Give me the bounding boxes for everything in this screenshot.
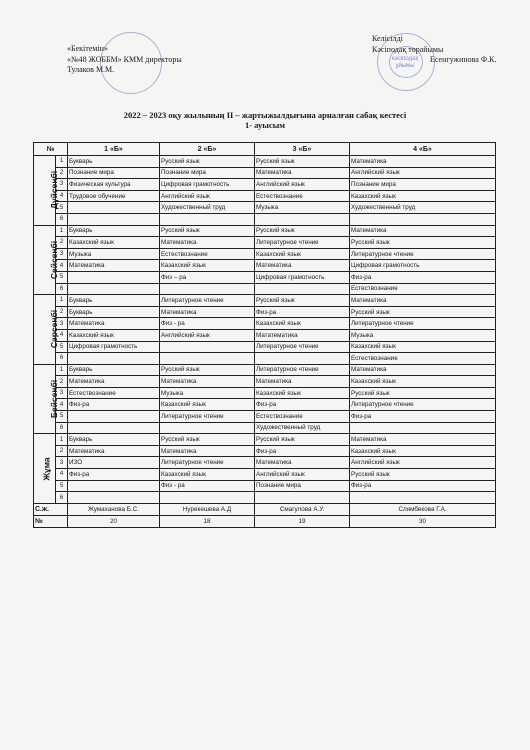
lesson-1b: Букварь [68,434,160,446]
table-row [34,341,496,353]
day-name: Бейсенбі [49,379,60,419]
lesson-1b: Математика [68,376,160,388]
table-row [34,457,496,469]
approval-line-1: «Бекітемін» [67,44,108,53]
lesson-1b: Физическая культура [68,179,160,191]
lesson-1b: Познание мира [68,167,160,179]
col-header-class-2b: 2 «Б» [160,143,255,156]
lesson-2b: Математика [160,376,255,388]
lesson-4b: Естествознание [350,353,496,365]
lesson-2b [160,422,255,434]
lesson-1b [68,283,160,295]
col-header-class-4b: 4 «Б» [350,143,496,156]
lesson-number: 2 [56,167,68,179]
lesson-number: 5 [56,411,68,423]
students-count-row [34,515,496,527]
lesson-1b: Математика [68,318,160,330]
lesson-number: 1 [56,156,68,168]
lesson-number: 1 [56,225,68,237]
lesson-4b: Английский язык [350,457,496,469]
lesson-2b [160,353,255,365]
table-row [34,306,496,318]
lesson-3b: Математика [255,167,350,179]
lesson-3b: Естествознание [255,411,350,423]
lesson-number: 5 [56,271,68,283]
lesson-1b: Трудовое обучение [68,190,160,202]
day-label [34,295,60,365]
lesson-2b: Естествознание [160,248,255,260]
lesson-1b: Букварь [68,156,160,168]
lesson-3b: Английский язык [255,469,350,481]
lesson-number: 2 [56,237,68,249]
lesson-3b: Русский язык [255,156,350,168]
table-row [34,237,496,249]
lesson-3b: Русский язык [255,225,350,237]
lesson-3b: Цифровая грамотность [255,271,350,283]
lesson-number: 5 [56,341,68,353]
schedule-table [33,142,496,528]
lesson-2b: Познание мира [160,167,255,179]
lesson-number: 2 [56,376,68,388]
day-label [34,434,56,504]
lesson-3b: Казахский язык [255,318,350,330]
lesson-4b: Русский язык [350,306,496,318]
lesson-2b: Физ - ра [160,480,255,492]
lesson-number: 4 [56,399,68,411]
lesson-1b: Букварь [68,306,160,318]
day-name: Дүйсенбі [49,171,60,210]
table-row [34,167,496,179]
lesson-3b [255,492,350,504]
lesson-4b: Математика [350,434,496,446]
lesson-3b: Английский язык [255,179,350,191]
lesson-2b [160,341,255,353]
lesson-2b: Математика [160,306,255,318]
lesson-1b: ИЗО [68,457,160,469]
lesson-1b [68,202,160,214]
lesson-3b: Художественный труд [255,422,350,434]
lesson-number: 4 [56,329,68,341]
lesson-3b: Познание мира [255,480,350,492]
lesson-number: 6 [56,492,68,504]
lesson-number: 3 [56,179,68,191]
lesson-2b: Русский язык [160,434,255,446]
lesson-3b: Физ-ра [255,445,350,457]
lesson-2b: Физ – ра [160,271,255,283]
lesson-4b: Английский язык [350,167,496,179]
lesson-4b: Русский язык [350,387,496,399]
day-name: Сәрсенбі [49,310,60,349]
approval-block [67,44,182,76]
lesson-3b: Русский язык [255,434,350,446]
lesson-2b: Художественный труд [160,202,255,214]
lesson-1b [68,480,160,492]
lesson-2b [160,492,255,504]
table-header-row [34,143,496,156]
lesson-2b: Литературное чтение [160,295,255,307]
agreement-line-2: Кәсіподақ төрайымы [372,44,444,54]
lesson-4b: Цифровая грамотность [350,260,496,272]
lesson-number: 4 [56,190,68,202]
lesson-4b: Литературное чтение [350,248,496,260]
lesson-3b: Русский язык [255,295,350,307]
lesson-3b: Литературное чтение [255,341,350,353]
lesson-3b: Литературное чтение [255,364,350,376]
lesson-number: 1 [56,434,68,446]
table-row [34,179,496,191]
approval-line-3: Тулаков М.М. [67,65,115,74]
lesson-1b: Естествознание [68,387,160,399]
lesson-4b: Физ-ра [350,271,496,283]
lesson-number: 3 [56,248,68,260]
lesson-3b: Физ-ра [255,306,350,318]
lesson-2b: Русский язык [160,364,255,376]
table-row [34,411,496,423]
table-row [34,492,496,504]
lesson-4b: Физ-ра [350,411,496,423]
table-row [34,156,496,168]
lesson-2b: Английский язык [160,190,255,202]
lesson-2b: Физ - ра [160,318,255,330]
table-row [34,364,496,376]
table-row [34,387,496,399]
lesson-number: 6 [56,213,68,225]
lesson-2b: Музыка [160,387,255,399]
count-3b: 19 [255,515,350,527]
lesson-number: 3 [56,457,68,469]
lesson-4b: Математика [350,225,496,237]
teacher-3b: Смагулова А.У. [255,503,350,515]
agreement-line-3: Есенгужинова Ф.К. [430,55,497,64]
lesson-4b [350,492,496,504]
day-label [34,364,60,434]
lesson-3b [255,283,350,295]
lesson-2b: Казахский язык [160,469,255,481]
lesson-3b: Математика [255,260,350,272]
lesson-1b: Математика [68,445,160,457]
lesson-4b: Русский язык [350,469,496,481]
lesson-3b: Физ-ра [255,399,350,411]
lesson-2b: Казахский язык [160,399,255,411]
lesson-4b: Математика [350,364,496,376]
lesson-number: 6 [56,283,68,295]
lesson-4b: Физ-ра [350,480,496,492]
table-row [34,271,496,283]
lesson-4b: Познание мира [350,179,496,191]
col-header-class-1b: 1 «Б» [68,143,160,156]
lesson-4b: Литературное чтение [350,399,496,411]
lesson-4b [350,422,496,434]
schedule-shift: 1- ауысым [244,120,286,130]
lesson-number: 2 [56,306,68,318]
table-row [34,445,496,457]
lesson-1b: Казахский язык [68,237,160,249]
col-header-class-3b: 3 «Б» [255,143,350,156]
table-row [34,190,496,202]
table-row [34,329,496,341]
lesson-3b: Литературное чтение [255,237,350,249]
lesson-3b: Музыка [255,202,350,214]
day-name: Жұма [41,456,52,481]
lesson-number: 1 [56,295,68,307]
teachers-label: С.ж. [34,503,68,515]
count-2b: 18 [160,515,255,527]
table-row [34,422,496,434]
lesson-number: 1 [56,364,68,376]
table-row [34,225,496,237]
count-label: № [34,515,68,527]
lesson-3b: Мататематика [255,329,350,341]
agreement-block [372,34,497,66]
lesson-1b: Музыка [68,248,160,260]
lesson-2b [160,283,255,295]
table-row [34,399,496,411]
teachers-row [34,503,496,515]
lesson-4b: Литературное чтение [350,318,496,330]
col-header-number: № [34,143,68,156]
lesson-2b: Литературное чтение [160,411,255,423]
lesson-number: 6 [56,422,68,434]
lesson-3b [255,353,350,365]
lesson-1b: Физ-ра [68,469,160,481]
lesson-4b: Математика [350,156,496,168]
lesson-4b: Казахский язык [350,341,496,353]
day-label [34,156,60,226]
table-row [34,248,496,260]
lesson-1b: Букварь [68,295,160,307]
lesson-number: 5 [56,480,68,492]
lesson-1b [68,353,160,365]
teacher-1b: Жумаханова Б.С. [68,503,160,515]
count-1b: 20 [68,515,160,527]
agreement-line-1: Келісілді [372,34,403,43]
lesson-number: 4 [56,260,68,272]
lesson-1b: Букварь [68,225,160,237]
lesson-4b: Казахский язык [350,190,496,202]
lesson-number: 3 [56,318,68,330]
lesson-4b [350,213,496,225]
lesson-4b: Художественный труд [350,202,496,214]
lesson-1b: Физ-ра [68,399,160,411]
lesson-3b: Естествознание [255,190,350,202]
union-stamp-text: кәсіподақ ұйымы [391,56,419,69]
lesson-2b: Литературное чтение [160,457,255,469]
lesson-number: 3 [56,387,68,399]
lesson-4b: Математика [350,295,496,307]
lesson-1b [68,411,160,423]
lesson-3b [255,213,350,225]
teacher-2b: Нурекешева А.Д [160,503,255,515]
lesson-2b: Русский язык [160,156,255,168]
lesson-4b: Русский язык [350,237,496,249]
lesson-3b: Математика [255,457,350,469]
lesson-1b: Цифровая грамотность [68,341,160,353]
lesson-1b [68,213,160,225]
table-row [34,260,496,272]
table-row [34,469,496,481]
lesson-2b: Английский язык [160,329,255,341]
table-row [34,434,496,446]
lesson-1b: Казахский язык [68,329,160,341]
lesson-number: 5 [56,202,68,214]
table-row [34,318,496,330]
lesson-4b: Музыка [350,329,496,341]
lesson-2b: Русский язык [160,225,255,237]
lesson-2b: Математика [160,445,255,457]
count-4b: 30 [350,515,496,527]
lesson-4b: Естествознание [350,283,496,295]
lesson-1b [68,422,160,434]
lesson-1b [68,271,160,283]
lesson-4b: Казахский язык [350,376,496,388]
lesson-number: 2 [56,445,68,457]
lesson-4b: Казахский язык [350,445,496,457]
table-row [34,353,496,365]
table-row [34,480,496,492]
lesson-2b: Казахский язык [160,260,255,272]
table-row [34,295,496,307]
lesson-3b: Казахский язык [255,248,350,260]
lesson-1b: Математика [68,260,160,272]
teacher-4b: Слямбекова Г.А. [350,503,496,515]
table-row [34,283,496,295]
lesson-3b: Казахский язык [255,387,350,399]
lesson-3b: Математика [255,376,350,388]
table-row [34,202,496,214]
lesson-number: 4 [56,469,68,481]
table-row [34,213,496,225]
day-label [34,225,60,295]
lesson-number: 6 [56,353,68,365]
approval-line-2: «№48 ЖОББМ» КММ директоры [67,54,182,64]
lesson-1b [68,492,160,504]
table-row [34,376,496,388]
lesson-2b: Математика [160,237,255,249]
day-name: Сейсенбі [49,240,60,279]
schedule-title: 2022 – 2023 оқу жылының II – жартыжылдығына арналған сабақ кестесі [123,110,407,120]
lesson-2b: Цифровая грамотность [160,179,255,191]
lesson-2b [160,213,255,225]
lesson-1b: Букварь [68,364,160,376]
